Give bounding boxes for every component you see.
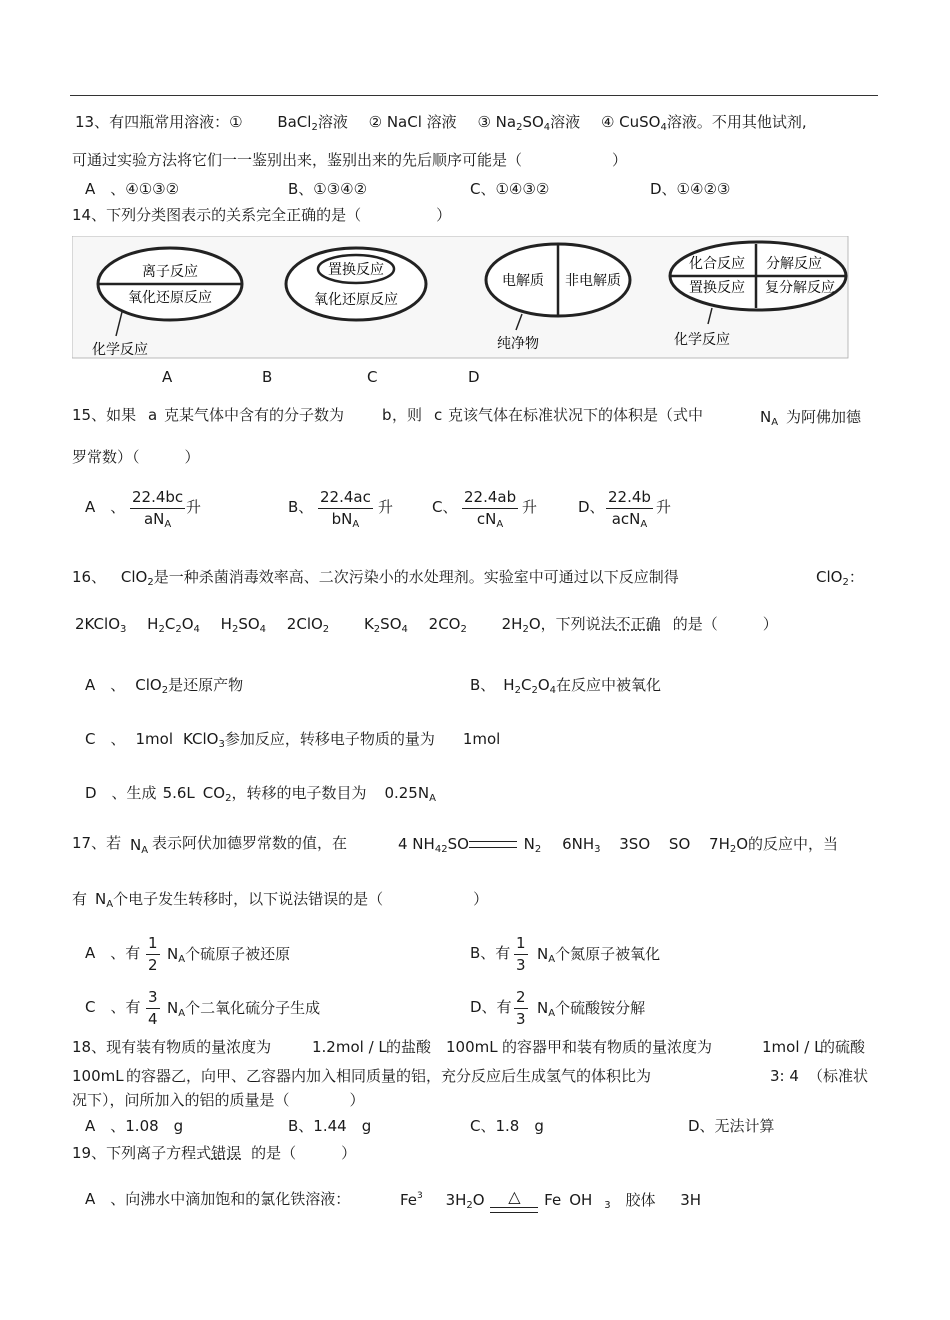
diagram-c-outer-label: 纯净物 — [497, 336, 539, 352]
q15-option-a-label: A 、 — [85, 498, 126, 516]
q16-option-b: B、 $H_2C_2O_4$在反应中被氧化 — [470, 676, 662, 696]
q18-ratio: 3: 4 — [770, 1067, 799, 1085]
q19-option-a-equation: Fe$^3$ $3H_2O$ △ Fe OH $_3$ 胶体 3H — [400, 1187, 702, 1211]
q18-option-a: A 、1.08 g — [85, 1117, 184, 1135]
q17-option-c-text: $N_A$个二氧化硫分子生成 — [167, 999, 321, 1019]
q17-option-d-fraction: $\frac{2}{3}$ — [516, 988, 526, 1028]
diagram-b-inner-label: 置换反应 — [328, 262, 384, 278]
q17-option-b-text: $N_A$个氮原子被氧化 — [537, 945, 661, 965]
q19-stem: 19、下列离子方程式错误 的是（ ） — [72, 1144, 357, 1162]
q17-option-a-text: $N_A$个硫原子被还原 — [167, 945, 291, 965]
q18-line3: 况下），问所加入的铝的质量是（ ） — [72, 1091, 365, 1109]
q16-option-d: D 、生成 5.6L $CO_2$，转移的电子数目为 $0.25N_A$ — [85, 784, 436, 804]
diagram-c-left-label: 电解质 — [502, 273, 544, 289]
diagram-d-outer-label: 化学反应 — [674, 332, 730, 348]
q15-line1-d: 克该气体在标准状况下的体积是（式中 — [448, 406, 704, 424]
q17-option-d-label: D、有 — [470, 998, 512, 1016]
q17-stem-a: 17、若 — [72, 834, 122, 852]
q15-line1-c: ，则 — [392, 406, 423, 424]
header-rule — [70, 95, 878, 96]
q16-equation: 2KClO$_3$ $H_2C_2O_4$ $H_2SO_4$ 2ClO$_2$ $K_2SO_4$ $2CO_2$ $2H_2O$，下列说法不正确 的是（ ） — [75, 615, 778, 635]
q15-line2: 罗常数）（ ） — [72, 448, 200, 466]
q15-option-a-unit: 升 — [186, 498, 202, 516]
q18-line1-b: 的盐酸 — [386, 1038, 432, 1056]
q18-line1-a: 18、现有装有物质的量浓度为 — [72, 1038, 272, 1056]
diagram-b — [286, 248, 426, 320]
q18-line2-a: 100mL — [72, 1067, 124, 1085]
q15-option-d-fraction: 22.4b acN$_A$ — [608, 488, 651, 530]
q17-option-b-fraction: $\frac{1}{3}$ — [516, 934, 526, 974]
diagram-a-outer-label: 化学反应 — [92, 342, 148, 358]
q15-option-b-unit: 升 — [378, 498, 394, 516]
q15-option-d-unit: 升 — [656, 498, 672, 516]
q15-option-c-label: C、 — [432, 498, 458, 516]
q15-var-b: b — [382, 406, 392, 424]
q17-option-a-label: A 、有 — [85, 944, 141, 962]
q19-option-a-text: A 、向沸水中滴加饱和的氯化铁溶液： — [85, 1190, 351, 1208]
q16-option-c: C 、 1mol KClO$_3$参加反应，转移电子物质的量为 1mol — [85, 730, 501, 750]
q15-option-a-fraction: 22.4bc $aN_A$ — [132, 488, 184, 530]
q16-clo2-end: ClO$_2$： — [816, 568, 864, 588]
q15-option-c-fraction: 22.4ab $cN_A$ — [464, 488, 517, 530]
q18-line1-d: 的硫酸 — [820, 1038, 866, 1056]
q14-classification-diagrams — [72, 236, 850, 360]
diagram-c-right-label: 非电解质 — [565, 273, 621, 289]
q15-var-c: c — [434, 406, 443, 424]
q14-label-a: A — [162, 368, 173, 386]
q17-line2: 有 $N_A$个电子发生转移时，以下说法错误的是（ ） — [72, 890, 489, 910]
q18-conc1: 1.2mol / L — [312, 1038, 387, 1056]
q17-option-c-label: C 、有 — [85, 998, 141, 1016]
q18-option-c: C、1.8 g — [470, 1117, 544, 1135]
q13-line1: 13、有四瓶常用溶液：① BaCl$_2$溶液 ② NaCl 溶液 ③ $Na_2SO_4$溶液 ④ CuSO$_4$溶液。不用其他试剂, — [75, 113, 807, 133]
q17-option-a-fraction: $\frac{1}{2}$ — [148, 934, 158, 974]
q16-option-a: A 、 ClO$_2$是还原产物 — [85, 676, 244, 696]
q13-line2: 可通过实验方法将它们一一鉴别出来，鉴别出来的先后顺序可能是（ ） — [72, 151, 628, 169]
diagram-b-bottom-label: 氧化还原反应 — [314, 292, 398, 308]
diagram-d-br-label: 复分解反应 — [765, 280, 835, 296]
q17-option-c-fraction: $\frac{3}{4}$ — [148, 988, 158, 1028]
q13-option-b: B、①③④② — [288, 180, 368, 198]
q18-line2-b: 的容器乙，向甲、乙容器内加入相同质量的铝，充分反应后生成氢气的体积比为 — [126, 1067, 652, 1085]
q17-option-b-label: B、有 — [470, 944, 511, 962]
q13-option-a: A 、④①③② — [85, 180, 180, 198]
diagram-d-tr-label: 分解反应 — [766, 256, 822, 272]
q15-option-b-fraction: 22.4ac $bN_A$ — [320, 488, 371, 530]
q15-option-c-unit: 升 — [522, 498, 538, 516]
q18-option-d: D、无法计算 — [688, 1117, 775, 1135]
q18-line1-c: 的容器甲和装有物质的量浓度为 — [502, 1038, 713, 1056]
q13-option-d: D、①④②③ — [650, 180, 731, 198]
q15-var-a: a — [148, 406, 158, 424]
q14-label-d: D — [468, 368, 480, 386]
diagram-a-bottom-label: 氧化还原反应 — [128, 290, 212, 306]
q15-avogadro: $N_A$ — [760, 408, 779, 428]
q17-equation: 4 $NH_{42}SO$ $N_2$ $6NH_3$ 3SO SO $7H_2O$的反应中，当 — [398, 835, 839, 855]
q16-stem: 16、 ClO$_2$是一种杀菌消毒效率高、二次污染小的水处理剂。实验室中可通过以下反应制得 — [72, 568, 679, 588]
q14-label-b: B — [262, 368, 273, 386]
q15-line1-e: 为阿佛加德 — [786, 408, 862, 426]
diagram-d-tl-label: 化合反应 — [689, 256, 745, 272]
q18-vol1: 100mL — [446, 1038, 498, 1056]
q15-option-b-label: B、 — [288, 498, 314, 516]
q18-conc2: 1mol / L — [762, 1038, 823, 1056]
diagram-d-bl-label: 置换反应 — [689, 280, 745, 296]
q18-option-b: B、1.44 g — [288, 1117, 372, 1135]
heat-triangle-icon: △ — [508, 1187, 521, 1206]
q18-line2-c: （标准状 — [808, 1067, 869, 1085]
q14-label-c: C — [367, 368, 378, 386]
diagram-a-top-label: 离子反应 — [142, 264, 198, 280]
q15-line1-a: 15、如果 — [72, 406, 137, 424]
q14-stem: 14、下列分类图表示的关系完全正确的是（ ） — [72, 206, 452, 224]
q13-option-c: C、①④③② — [470, 180, 550, 198]
q15-option-d-label: D、 — [578, 498, 605, 516]
q17-option-d-text: $N_A$个硫酸铵分解 — [537, 999, 646, 1019]
q17-stem-b: 表示阿伏加德罗常数的值，在 — [152, 834, 348, 852]
q17-avogadro: $N_A$ — [130, 836, 149, 856]
q15-line1-b: 克某气体中含有的分子数为 — [164, 406, 345, 424]
